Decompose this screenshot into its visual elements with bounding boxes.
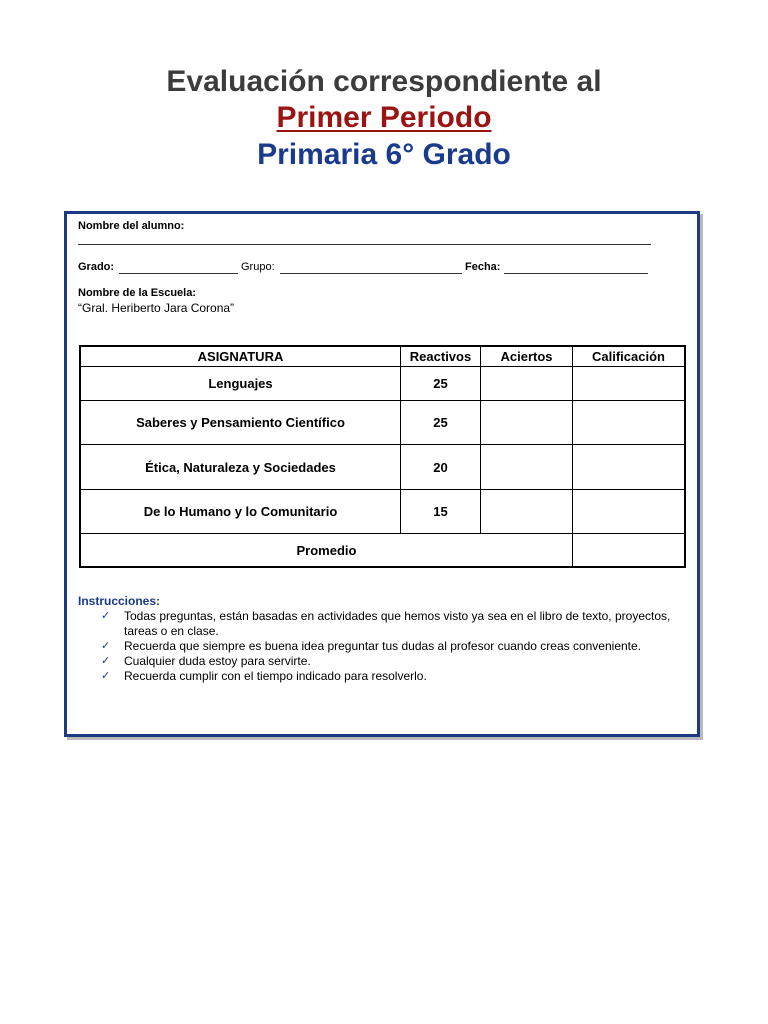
list-item [101,639,671,654]
student-name-line[interactable] [78,244,651,245]
group-label: Grupo: [241,261,275,273]
grade-cell[interactable] [573,367,684,400]
grade-cell[interactable] [573,401,684,444]
instruction-text: Recuerda que siempre es buena idea preguntar tus dudas al profesor cuando creas conveniente. [124,639,642,653]
items-cell: 25 [433,376,448,391]
title-period: Primer Periodo [276,101,492,134]
student-name-label: Nombre del alumno: [78,220,185,232]
school-label: Nombre de la Escuela: [78,287,196,299]
header-grade: Calificación [592,349,665,364]
items-cell: 20 [433,459,448,475]
grade-cell[interactable] [573,490,684,533]
grades-table [79,345,686,568]
average-label: Promedio [296,542,357,558]
header-subject: ASIGNATURA [197,349,284,364]
items-cell: 15 [433,504,448,519]
grade-line[interactable] [119,273,238,274]
header-items: Reactivos [409,349,472,364]
average-cell[interactable] [573,534,684,566]
correct-cell[interactable] [481,445,572,489]
school-name: “Gral. Heriberto Jara Corona” [78,301,235,315]
checkmark-icon: ✓ [101,610,111,622]
exam-cover-card [64,211,700,737]
list-item [101,654,671,669]
group-line[interactable] [280,273,462,274]
instruction-text: Cualquier duda estoy para servirte. [124,654,311,668]
correct-cell[interactable] [481,367,572,400]
subject-cell: De lo Humano y lo Comunitario [143,504,338,519]
instructions-title: Instrucciones: [78,594,161,608]
list-item [101,669,671,684]
title-line-1: Evaluación correspondiente al [166,65,602,98]
checkmark-icon: ✓ [101,670,111,682]
grade-label: Grado: [78,261,115,273]
subject-cell: Saberes y Pensamiento Científico [136,415,345,430]
checkmark-icon: ✓ [101,640,111,652]
correct-cell[interactable] [481,490,572,533]
title-grade: Primaria 6° Grado [257,138,511,171]
instruction-text: Recuerda cumplir con el tiempo indicado para resolverlo. [124,669,427,683]
header-correct: Aciertos [500,349,553,364]
subject-cell: Ética, Naturaleza y Sociedades [145,459,336,475]
instructions-list [101,609,671,684]
items-cell: 25 [433,415,448,430]
correct-cell[interactable] [481,401,572,444]
list-item [101,609,671,639]
subject-cell: Lenguajes [208,376,273,391]
checkmark-icon: ✓ [101,655,111,667]
date-line[interactable] [504,273,648,274]
grade-cell[interactable] [573,445,684,489]
instruction-text: Todas preguntas, están basadas en actividades que hemos visto ya sea en el libro de texto, proyectos, tareas o en clase. [124,609,671,638]
date-label: Fecha: [465,261,501,273]
